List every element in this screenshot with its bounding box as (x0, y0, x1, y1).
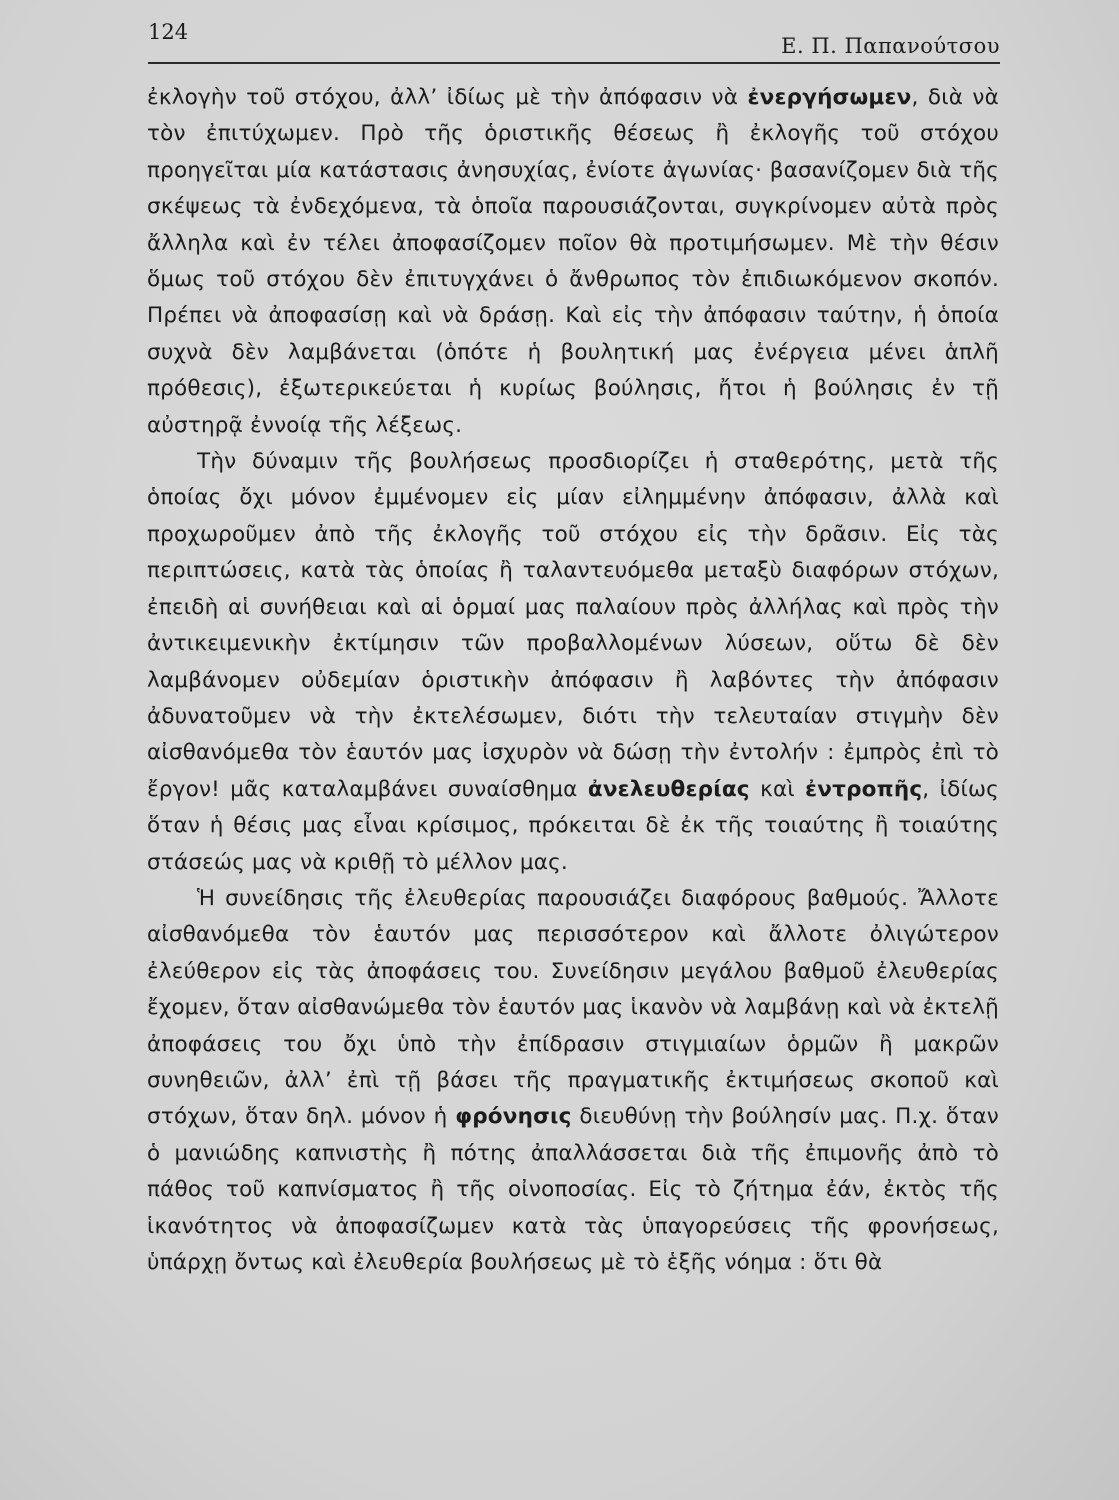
text-run: διευθύνῃ τὴν βούλησίν μας. Π.χ. ὅταν ὁ μανιώδης καπνιστὴς ἢ πότης ἀπαλλάσσεται διὰ τῆς ἐπιμονῆς ἀπὸ τὸ πάθος τοῦ καπνίσματος ἢ τῆς οἰνοποσίας. Εἰς τὸ ζήτημα ἐάν, ἐκτὸς τῆς ἱκανότητος νὰ ἀποφασίζωμεν κατὰ τὰς ὑπαγορεύσεις τῆς φρονήσεως, ὑπάρχῃ ὄντως καὶ ἐλευθερία βουλήσεως μὲ τὸ ἑξῆς νόημα : ὅτι θὰ (147, 1104, 999, 1275)
text-run: Ἡ συνείδησις τῆς ἐλευθερίας παρουσιάζει διαφόρους βαθμούς. Ἄλλοτε αἰσθανόμεθα τὸν ἑαυτόν μας περισσότερον καὶ ἄλλοτε ὀλιγώτερον ἐλεύθερον εἰς τὰς ἀποφάσεις του. Συνείδησιν μεγάλου βαθμοῦ ἐλευθερίας ἔχομεν, ὅταν αἰσθανώμεθα τὸν ἑαυτόν μας ἱκανὸν νὰ λαμβάνῃ καὶ νὰ ἐκτελῇ ἀποφάσεις του ὄχι ὑπὸ τὴν ἐπίδρασιν στιγμιαίων ὁρμῶν ἢ μακρῶν συνηθειῶν, ἀλλ’ ἐπὶ τῇ βάσει τῆς πραγματικῆς ἐκτιμήσεως σκοποῦ καὶ στόχων, ὅταν δηλ. μόνον ἡ (147, 885, 999, 1130)
paragraph-1 (147, 80, 999, 444)
emphasized-term: φρόνησις (455, 1104, 572, 1130)
emphasized-term: ἐντροπῆς (805, 776, 923, 802)
text-run: καὶ (749, 776, 806, 802)
text-run: ἐκλογὴν τοῦ στόχου, ἀλλ’ ἰδίως μὲ τὴν ἀπόφασιν νὰ (147, 85, 748, 110)
running-head-author: Ε. Π. Παπανούτσου (781, 34, 1000, 58)
emphasized-term: ἀνελευθερίας (587, 776, 750, 802)
page-header (148, 18, 1000, 64)
paragraph-3 (147, 881, 999, 1281)
header-rule (148, 62, 1000, 64)
text-run: , διὰ νὰ τὸν ἐπιτύχωμεν. Πρὸ τῆς ὁριστικῆς θέσεως ἢ ἐκλογῆς τοῦ στόχου προηγεῖται μία κατάστασις ἀνησυχίας, ἐνίοτε ἀγωνίας· βασανίζομεν διὰ τῆς σκέψεως τὰ ἐνδεχόμενα, τὰ ὁποῖα παρουσιάζονται, συγκρίνομεν αὐτὰ πρὸς ἄλληλα καὶ ἐν τέλει ἀποφασίζομεν ποῖον θὰ προτιμήσωμεν. Μὲ τὴν θέσιν ὅμως τοῦ στόχου δὲν ἐπιτυγχάνει ὁ ἄνθρωπος τὸν ἐπιδιωκόμενον σκοπόν. Πρέπει νὰ ἀποφασίσῃ καὶ νὰ δράσῃ. Καὶ εἰς τὴν ἀπόφασιν ταύτην, ἡ ὁποία συχνὰ δὲν λαμβάνεται (ὁπότε ἡ βουλητική μας ἐνέργεια μένει ἁπλῆ πρόθεσις), ἐξωτερικεύεται ἡ κυρίως βούλησις, ἤτοι ἡ βούλησις ἐν τῇ αὐστηρᾷ ἐννοίᾳ τῆς λέξεως. (147, 85, 1000, 438)
text-run: Τὴν δύναμιν τῆς βουλήσεως προσδιορίζει ἡ σταθερότης, μετὰ τῆς ὁποίας ὄχι μόνον ἐμμένομεν εἰς μίαν εἰλημμένην ἀπόφασιν, ἀλλὰ καὶ προχωροῦμεν ἀπὸ τῆς ἐκλογῆς τοῦ στόχου εἰς τὴν δρᾶσιν. Εἰς τὰς περιπτώσεις, κατὰ τὰς ὁποίας ἢ ταλαντευόμεθα μεταξὺ διαφόρων στόχων, ἐπειδὴ αἱ συνήθειαι καὶ αἱ ὁρμαί μας παλαίουν πρὸς ἀλλήλας καὶ πρὸς τὴν ἀντικειμενικὴν ἐκτίμησιν τῶν προβαλλομένων λύσεων, οὕτω δὲ δὲν λαμβάνομεν οὐδεμίαν ὁριστικὴν ἀπόφασιν ἢ λαβόντες τὴν ἀπόφασιν ἀδυνατοῦμεν νὰ τὴν ἐκτελέσωμεν, διότι τὴν τελευταίαν στιγμὴν δὲν αἰσθανόμεθα τὸν ἑαυτόν μας ἰσχυρὸν νὰ δώσῃ τὴν ἐντολήν : ἐμπρὸς ἐπὶ τὸ ἔργον! μᾶς καταλαμβάνει συναίσθημα (147, 449, 999, 802)
paragraph-2 (147, 444, 999, 881)
body-text (147, 80, 999, 1281)
text-run: , ἰδίως ὅταν ἡ θέσις μας εἶναι κρίσιμος, πρόκειται δὲ ἐκ τῆς τοιαύτης ἢ τοιαύτης στάσεώς μας νὰ κριθῇ τὸ μέλλον μας. (147, 776, 999, 875)
emphasized-term: ἐνεργήσωμεν (747, 85, 912, 110)
page-number: 124 (148, 20, 189, 44)
